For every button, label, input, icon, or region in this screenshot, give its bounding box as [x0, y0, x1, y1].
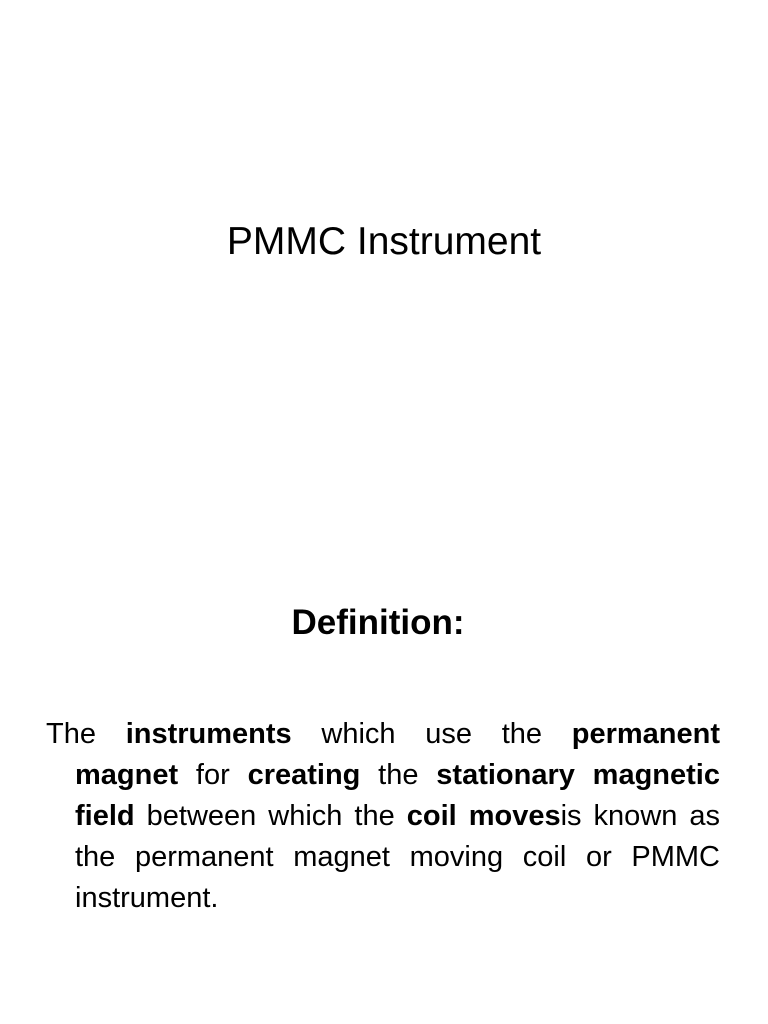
definition-segment: between which the — [134, 800, 407, 832]
definition-segment: for — [178, 759, 248, 791]
definition-segment: is known as the permanent magnet moving coil or PMMC instrument. — [75, 800, 721, 914]
definition-segment-bold: coil moves — [406, 800, 561, 832]
definition-segment-bold: instruments — [125, 718, 292, 750]
slide-title: PMMC Instrument — [226, 220, 542, 263]
definition-segment: the — [360, 759, 437, 791]
definition-segment-bold: permanent magnet — [75, 718, 720, 791]
definition-paragraph — [46, 714, 720, 919]
definition-segment-bold: creating — [247, 759, 361, 791]
definition-segment: which use the — [291, 718, 572, 750]
definition-heading: Definition: — [291, 603, 465, 642]
definition-segment: The — [46, 718, 126, 750]
definition-segment-bold: stationary magnetic field — [75, 759, 720, 832]
